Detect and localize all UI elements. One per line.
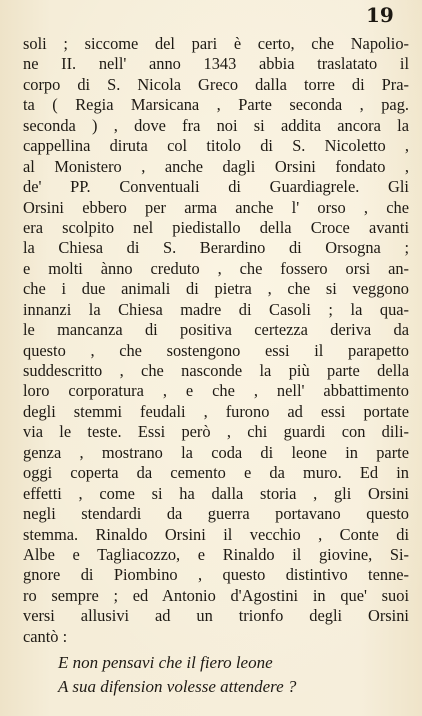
- text-line: innanzi la Chiesa madre di Casoli ; la qua-: [23, 299, 409, 319]
- text-line: oggi coperta da cemento e da muro. Ed in: [23, 463, 409, 483]
- text-line: Orsini ebbero per arma anche l' orso , che: [23, 197, 409, 217]
- text-line: questo , che sostengono essi il parapetto: [23, 340, 409, 360]
- text-line: e molti ànno creduto , che fossero orsi an-: [23, 258, 409, 278]
- text-line: cappellina diruta col titolo di S. Nicoletto ,: [23, 136, 409, 156]
- text-line: effetti , come si ha dalla storia , gli Orsini: [23, 483, 409, 503]
- text-line: soli ; siccome del pari è certo, che Napolio-: [23, 34, 409, 53]
- verse-line: E non pensavi che il fiero leone: [58, 653, 273, 672]
- text-line: versi allusivi ad un trionfo degli Orsini: [23, 606, 409, 626]
- body-text: [23, 34, 409, 647]
- verse-line: A sua difension volesse attendere ?: [58, 677, 297, 696]
- text-line: loro corporatura , e che , nell' abbattimento: [23, 381, 409, 401]
- text-line: de' PP. Conventuali di Guardiagrele. Gli: [23, 177, 409, 197]
- text-line: via le teste. Essi però , chi guardi con dili-: [23, 422, 409, 442]
- text-line: Albe e Tagliacozzo, e Rinaldo il giovine, Si-: [23, 544, 409, 564]
- page-number: 19: [366, 3, 394, 27]
- text-line: le mancanza di positiva certezza deriva da: [23, 320, 409, 340]
- text-line: che i due animali di pietra , che si veggono: [23, 279, 409, 299]
- text-line: la Chiesa di S. Berardino di Orsogna ;: [23, 238, 409, 258]
- text-line: ro sempre ; ed Antonio d'Agostini in que' suoi: [23, 585, 409, 605]
- text-line: era scolpito nel piedistallo della Croce avanti: [23, 217, 409, 237]
- text-line: corpo di S. Nicola Greco dalla torre di Pra-: [23, 74, 409, 94]
- text-line: cantò :: [23, 626, 68, 646]
- text-line: degli stemmi feudali , furono ad essi portate: [23, 401, 409, 421]
- text-line: ta ( Regia Marsicana , Parte seconda , pag.: [23, 95, 409, 115]
- text-line: al Monistero , anche dagli Orsini fondato ,: [23, 156, 409, 176]
- text-line: gnore di Piombino , questo distintivo tenne-: [23, 565, 409, 585]
- text-line: stemma. Rinaldo Orsini il vecchio , Conte di: [23, 524, 409, 544]
- text-line: seconda ) , dove fra noi si addita ancora la: [23, 115, 409, 135]
- text-line: genza , mostrano la coda di leone in parte: [23, 442, 409, 462]
- text-line: ne II. nell' anno 1343 abbia traslatato il: [23, 54, 409, 74]
- text-line: suddescritto , che nasconde la più parte della: [23, 361, 409, 380]
- text-line: negli stendardi da guerra portavano questo: [23, 504, 409, 524]
